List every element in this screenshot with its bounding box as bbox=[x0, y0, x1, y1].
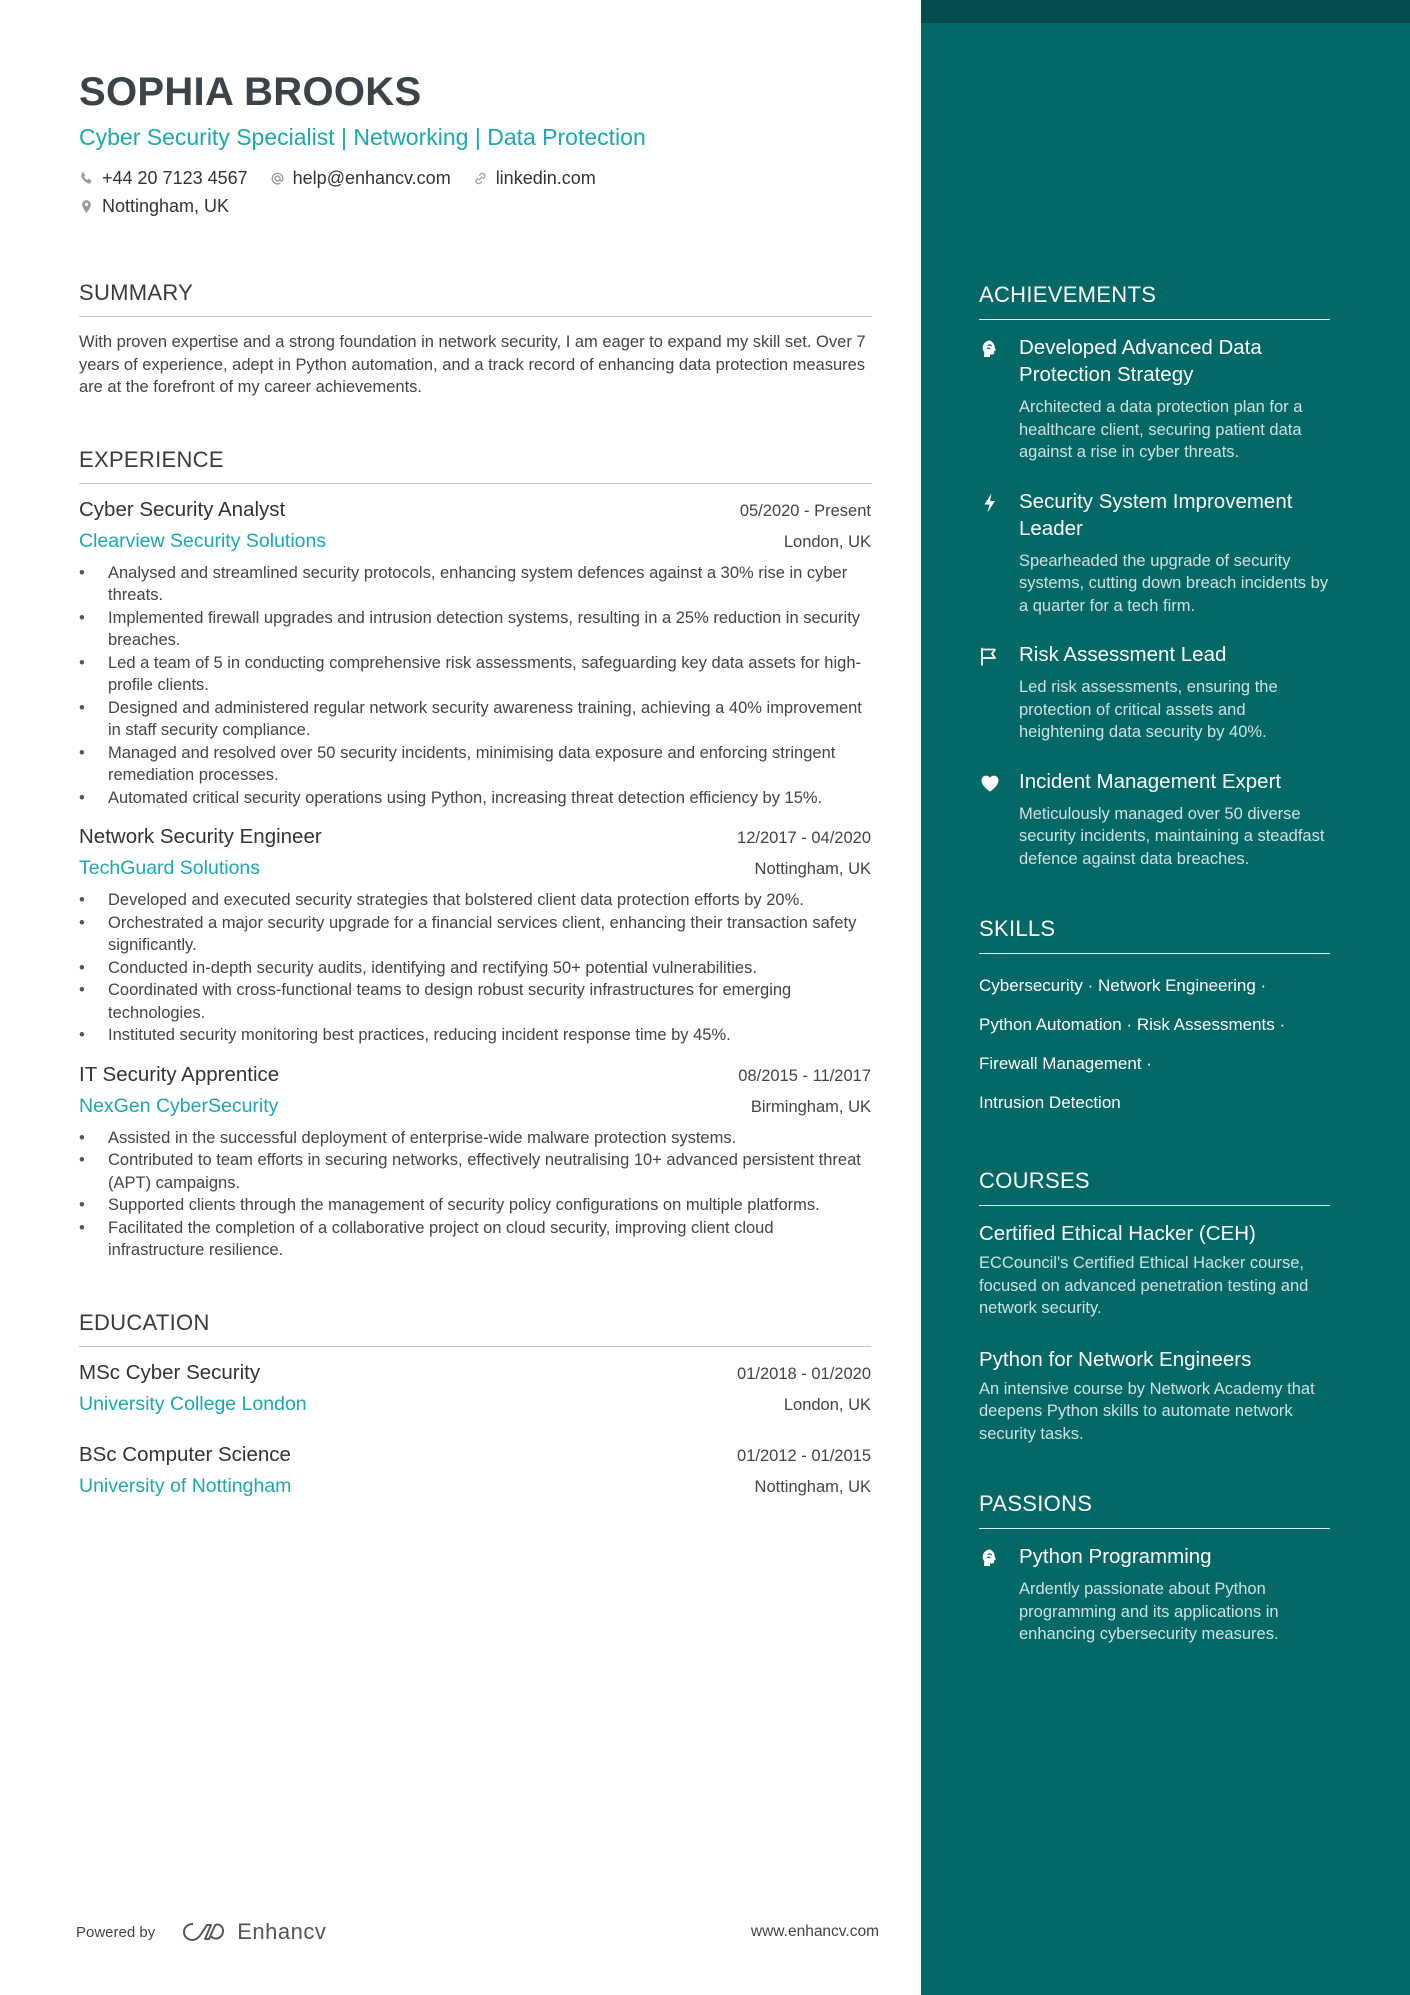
brand-name: Enhancv bbox=[237, 1919, 327, 1944]
skills-section bbox=[979, 916, 1330, 1122]
phone-icon bbox=[79, 171, 94, 186]
skill-row: Firewall Management · bbox=[979, 1054, 1152, 1073]
job-dates: 08/2015 - 11/2017 bbox=[738, 1066, 871, 1085]
achievement-item bbox=[979, 488, 1330, 618]
course-item bbox=[979, 1346, 1330, 1446]
course-title: Certified Ethical Hacker (CEH) bbox=[979, 1222, 1256, 1245]
bullet-item: • Led a team of 5 in conducting comprehensive risk assessments, safeguarding key data assets for high-profile clients. bbox=[108, 652, 871, 697]
job-title: Cyber Security Analyst bbox=[79, 497, 286, 521]
contact-phone[interactable] bbox=[79, 168, 248, 189]
job-bullets bbox=[79, 1127, 871, 1262]
job-location: Nottingham, UK bbox=[754, 860, 871, 878]
heart-icon bbox=[979, 772, 1001, 794]
degree-title: BSc Computer Science bbox=[79, 1442, 291, 1466]
courses-heading: COURSES bbox=[979, 1168, 1330, 1206]
enhancv-logo-icon bbox=[181, 1920, 227, 1944]
skills-list bbox=[979, 966, 1330, 1122]
brain-icon bbox=[979, 338, 1001, 360]
achievement-title: Incident Management Expert bbox=[1019, 769, 1282, 793]
job-entry bbox=[79, 498, 871, 810]
job-bullets bbox=[79, 562, 871, 810]
passion-desc: Ardently passionate about Python programming and its applications in enhancing cybersecurity measures. bbox=[1019, 1580, 1279, 1643]
achievement-title: Developed Advanced Data Protection Strategy bbox=[1019, 336, 1262, 386]
bullet-item: • Facilitated the completion of a collaborative project on cloud security, improving client cloud infrastructure resilience. bbox=[108, 1217, 871, 1262]
experience-heading: EXPERIENCE bbox=[79, 447, 871, 484]
achievement-title: Security System Improvement Leader bbox=[1019, 489, 1293, 540]
achievement-item bbox=[979, 768, 1330, 871]
achievement-item bbox=[979, 334, 1330, 464]
achievements-heading: ACHIEVEMENTS bbox=[979, 282, 1330, 320]
degree-title: MSc Cyber Security bbox=[79, 1360, 261, 1384]
job-location: London, UK bbox=[783, 532, 871, 551]
bullet-item: • Managed and resolved over 50 security incidents, minimising data exposure and enforcing stringent remediation processes. bbox=[108, 742, 871, 787]
job-title: Network Security Engineer bbox=[79, 825, 322, 848]
powered-by-text: Powered by bbox=[76, 1923, 156, 1941]
at-icon bbox=[270, 171, 285, 186]
location-pin-icon bbox=[79, 199, 94, 214]
bullet-item: • Contributed to team efforts in securing networks, effectively neutralising 10+ advanced persistent threat (APT) campaigns. bbox=[108, 1149, 871, 1194]
summary-section bbox=[79, 280, 871, 399]
contact-email[interactable] bbox=[270, 168, 451, 189]
achievement-desc: Meticulously managed over 50 diverse security incidents, maintaining a steadfast defence against data breaches. bbox=[1019, 804, 1325, 868]
bullet-item: • Orchestrated a major security upgrade for a financial services client, enhancing their transaction safety significantly. bbox=[108, 912, 871, 957]
job-title: IT Security Apprentice bbox=[79, 1062, 280, 1086]
education-dates: 01/2018 - 01/2020 bbox=[737, 1364, 871, 1383]
sidebar-top-band bbox=[921, 0, 1410, 23]
contact-linkedin[interactable] bbox=[473, 168, 596, 189]
brain-icon bbox=[979, 1547, 1001, 1569]
skill-row: Cybersecurity · Network Engineering · bbox=[979, 976, 1267, 995]
bullet-item: • Automated critical security operations using Python, increasing threat detection efficiency by 15%. bbox=[108, 787, 871, 810]
email-text: help@enhancv.com bbox=[292, 167, 451, 188]
lightning-icon bbox=[979, 492, 1001, 514]
phone-text: +44 20 7123 4567 bbox=[102, 167, 248, 188]
candidate-title: Cyber Security Specialist | Networking | Data Protection bbox=[79, 124, 646, 150]
bullet-item: • Analysed and streamlined security protocols, enhancing system defences against a 30% rise in cyber threats. bbox=[108, 562, 871, 607]
job-company: NexGen CyberSecurity bbox=[79, 1094, 279, 1117]
education-heading: EDUCATION bbox=[79, 1310, 871, 1347]
bullet-item: • Implemented firewall upgrades and intrusion detection systems, resulting in a 25% reduction in security breaches. bbox=[108, 607, 871, 652]
skill-row: Python Automation · Risk Assessments · bbox=[979, 1015, 1286, 1034]
bullet-item: • Instituted security monitoring best practices, reducing incident response time by 45%. bbox=[108, 1024, 871, 1047]
course-desc: ECCouncil's Certified Ethical Hacker course, focused on advanced penetration testing and network security. bbox=[979, 1254, 1309, 1317]
job-company: Clearview Security Solutions bbox=[79, 529, 327, 552]
bullet-item: • Supported clients through the management of security policy configurations on multiple platforms. bbox=[108, 1194, 871, 1217]
course-desc: An intensive course by Network Academy that deepens Python skills to automate network security tasks. bbox=[979, 1379, 1315, 1443]
summary-heading: SUMMARY bbox=[79, 280, 871, 317]
summary-text: With proven expertise and a strong foundation in network security, I am eager to expand my skill set. Over 7 years of experience, adept in Python automation, and a track record of enhancing data protection measures are at the forefront of my career achievements. bbox=[79, 333, 866, 396]
bullet-item: • Conducted in-depth security audits, identifying and rectifying 50+ potential vulnerabilities. bbox=[108, 957, 871, 980]
education-dates: 01/2012 - 01/2015 bbox=[737, 1446, 871, 1465]
job-dates: 12/2017 - 04/2020 bbox=[737, 829, 871, 847]
passions-heading: PASSIONS bbox=[979, 1491, 1330, 1529]
bullet-item: • Developed and executed security strategies that bolstered client data protection efforts by 20%. bbox=[108, 889, 871, 912]
achievement-item bbox=[979, 641, 1330, 744]
link-icon bbox=[473, 171, 488, 186]
linkedin-text: linkedin.com bbox=[495, 167, 596, 188]
achievement-desc: Spearheaded the upgrade of security systems, cutting down breach incidents by a quarter for a tech firm. bbox=[1019, 551, 1329, 615]
course-item bbox=[979, 1220, 1330, 1320]
school-name: University College London bbox=[79, 1392, 307, 1415]
achievement-desc: Architected a data protection plan for a healthcare client, securing patient data against a rise in cyber threats. bbox=[1019, 398, 1303, 461]
flag-icon bbox=[979, 645, 1001, 667]
website-link[interactable]: www.enhancv.com bbox=[750, 1923, 879, 1940]
job-dates: 05/2020 - Present bbox=[739, 501, 871, 520]
job-entry bbox=[79, 1063, 871, 1262]
passion-title: Python Programming bbox=[1019, 1545, 1212, 1568]
achievement-title: Risk Assessment Lead bbox=[1019, 643, 1227, 666]
skills-heading: SKILLS bbox=[979, 916, 1330, 954]
bullet-item: • Coordinated with cross-functional teams to design robust security infrastructures for emerging technologies. bbox=[108, 979, 871, 1024]
contact-info bbox=[79, 164, 871, 220]
candidate-name: SOPHIA BROOKS bbox=[79, 70, 422, 114]
footer bbox=[76, 1914, 879, 1950]
sidebar bbox=[921, 0, 1410, 1995]
achievement-desc: Led risk assessments, ensuring the protection of critical assets and heightening data security by 40%. bbox=[1019, 678, 1278, 741]
job-bullets bbox=[79, 889, 871, 1047]
skill-row: Intrusion Detection bbox=[979, 1093, 1121, 1112]
education-section bbox=[79, 1310, 871, 1505]
education-entry bbox=[79, 1443, 871, 1505]
achievements-section bbox=[979, 282, 1330, 870]
passion-item bbox=[979, 1543, 1330, 1646]
location-text: Nottingham, UK bbox=[102, 195, 230, 216]
school-location: Nottingham, UK bbox=[754, 1477, 871, 1496]
course-title: Python for Network Engineers bbox=[979, 1347, 1252, 1371]
main-column bbox=[79, 68, 871, 1505]
bullet-item: • Designed and administered regular network security awareness training, achieving a 40% improvement in staff security compliance. bbox=[108, 697, 871, 742]
passions-section bbox=[979, 1491, 1330, 1646]
job-entry bbox=[79, 825, 871, 1047]
job-company: TechGuard Solutions bbox=[79, 857, 261, 879]
experience-section bbox=[79, 447, 871, 1262]
courses-section bbox=[979, 1168, 1330, 1445]
school-name: University of Nottingham bbox=[79, 1474, 292, 1497]
education-entry bbox=[79, 1361, 871, 1423]
contact-location bbox=[79, 196, 229, 217]
bullet-item: • Assisted in the successful deployment of enterprise-wide malware protection systems. bbox=[108, 1127, 871, 1150]
school-location: London, UK bbox=[783, 1395, 871, 1414]
job-location: Birmingham, UK bbox=[750, 1097, 871, 1116]
enhancv-logo[interactable] bbox=[181, 1919, 326, 1945]
